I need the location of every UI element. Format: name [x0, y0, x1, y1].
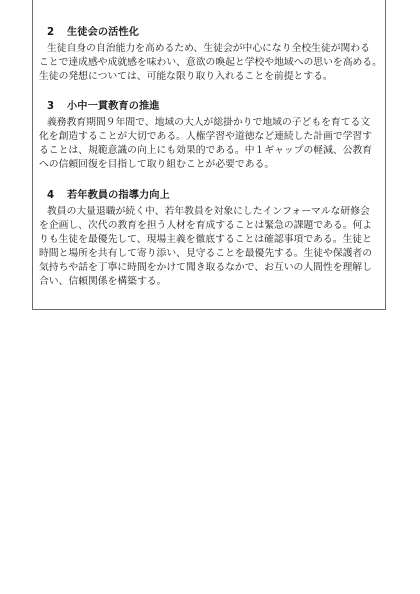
section-integrated-education: [33, 100, 385, 172]
body-line: 合い、信頼関係を構築する。: [39, 276, 167, 287]
section-body: [33, 42, 385, 84]
section-number: 4: [47, 190, 55, 201]
section-young-teachers: [33, 189, 385, 289]
body-line: 時間と場所を共有して寄り添い、見守ることを最優先する。生徒や保護者の: [39, 248, 373, 259]
section-number: 3: [47, 101, 55, 112]
section-heading: [47, 100, 385, 114]
body-line: 生徒の発想については、可能な限り取り入れることを前提とする。: [39, 71, 333, 82]
body-line: ることは、規範意識の向上にも効果的である。中１ギャップの軽減、公教育: [39, 145, 373, 156]
body-line: への信頼回復を目指して取り組むことが必要である。: [39, 159, 275, 170]
body-line: 教員の大量退職が続く中、若年教員を対象にしたインフォーマルな研修会: [47, 206, 370, 217]
section-number: 2: [47, 27, 55, 38]
section-title: 生徒会の活性化: [67, 27, 140, 38]
body-line: を企画し、次代の教育を担う人材を育成することは緊急の課題である。何よ: [39, 220, 373, 231]
body-line: 義務教育期間９年間で、地域の大人が総掛かりで地域の子どもを育てる文: [47, 117, 371, 128]
body-line: 気持ちや話を丁寧に時間をかけて聞き取るなかで、お互いの人間性を理解し: [39, 262, 372, 273]
content-frame: [32, 0, 386, 310]
section-heading: [47, 189, 385, 203]
section-heading: [47, 26, 385, 40]
section-body: [33, 205, 385, 289]
body-line: 生徒自身の自治能力を高めるため、生徒会が中心になり全校生徒が関わる: [47, 43, 370, 54]
body-line: ことで達成感や成就感を味わい、意欲の喚起と学校や地域への思いを高める。: [39, 57, 382, 68]
section-body: [33, 116, 385, 172]
section-title: 若年教員の指導力向上: [67, 190, 170, 201]
body-line: りも生徒を最優先して、現場主義を徹底することは確認事項である。生徒と: [39, 234, 372, 245]
section-student-council: [33, 26, 385, 84]
section-title: 小中一貫教育の推進: [67, 101, 160, 112]
body-line: 化を創造することが大切である。人権学習や道徳など連続した計画で学習す: [39, 131, 373, 142]
